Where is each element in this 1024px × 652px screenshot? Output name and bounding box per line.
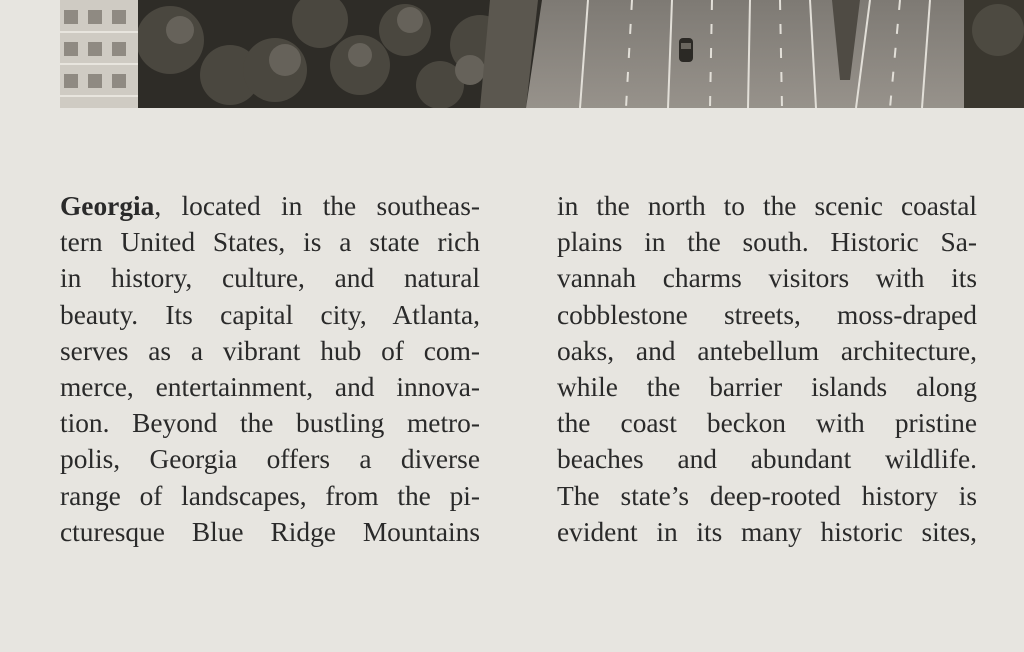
text-line: polis, Georgia offers a diverse (60, 444, 480, 475)
text-line: evident in its many historic sites, (557, 516, 977, 547)
text-line: tern United States, is a state rich (60, 227, 480, 258)
text-line: vannah charms visitors with its (557, 263, 977, 294)
text-line (60, 188, 480, 224)
text-line: range of landscapes, from the pi- (60, 480, 480, 511)
text-fragment: , located in the southeas- (154, 191, 480, 221)
text-line: in history, culture, and natural (60, 263, 480, 294)
text-line: in the north to the scenic coastal (557, 191, 977, 221)
text-line: cobblestone streets, moss-draped (557, 299, 977, 330)
text-line: beauty. Its capital city, Atlanta, (60, 299, 480, 330)
text-line: cturesque Blue Ridge Mountains (60, 516, 480, 547)
text-line: beaches and abundant wildlife. (557, 444, 977, 475)
text-line: while the barrier islands along (557, 371, 977, 402)
text-line: tion. Beyond the bustling metro- (60, 408, 480, 439)
article-column-right (557, 188, 977, 550)
text-line: the coast beckon with pristine (557, 408, 977, 439)
text-line: plains in the south. Historic Sa- (557, 227, 977, 258)
text-line: serves as a vibrant hub of com- (60, 335, 480, 366)
header-photo-highway (60, 0, 1024, 108)
text-line: The state’s deep-rooted history is (557, 480, 977, 511)
text-line: merce, entertainment, and innova- (60, 371, 480, 402)
lead-term: Georgia (60, 191, 155, 221)
text-line: oaks, and antebellum architecture, (557, 335, 977, 366)
article-column-left (60, 188, 480, 550)
